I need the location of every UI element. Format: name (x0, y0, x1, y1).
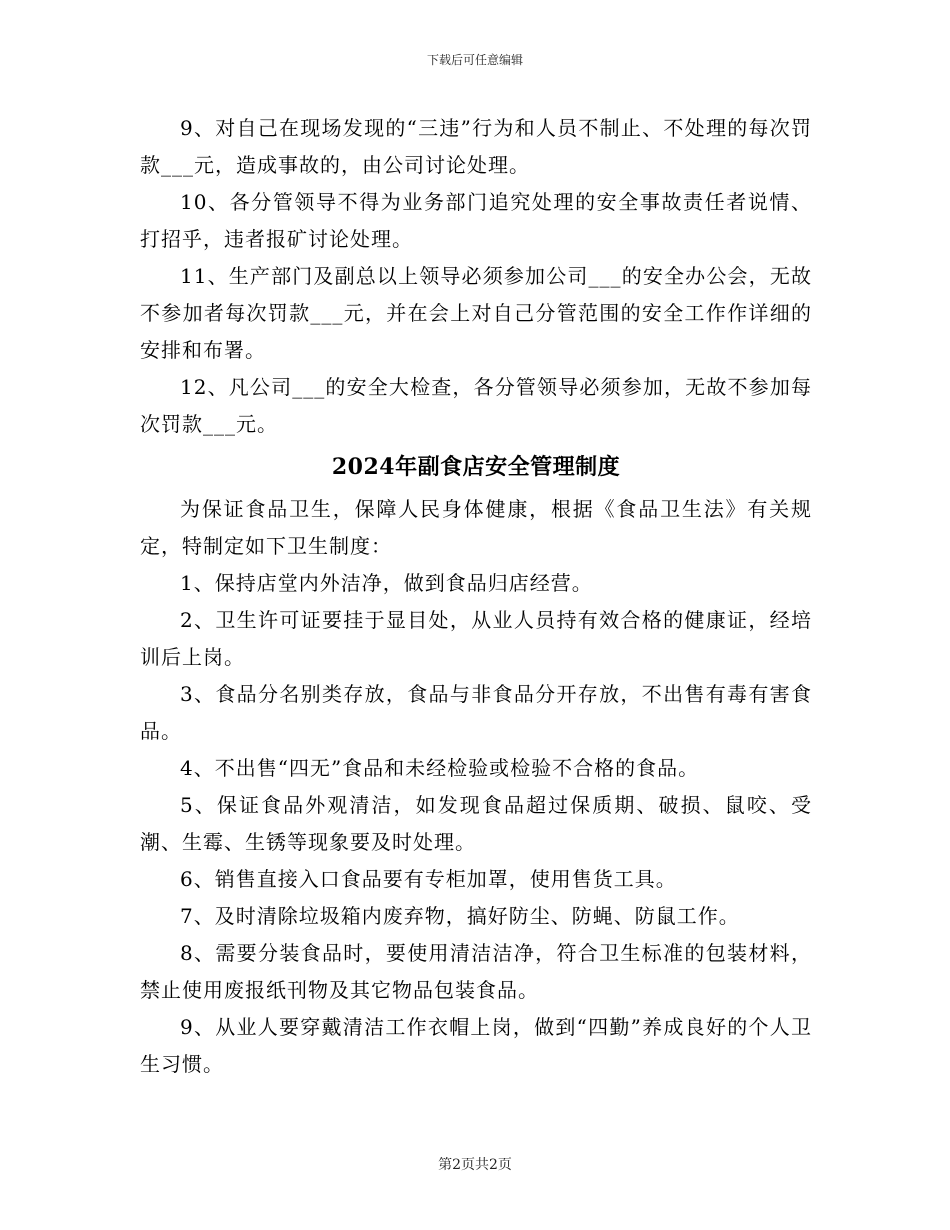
section-item-1: 1、保持店堂内外洁净，做到食品归店经营。 (180, 571, 593, 595)
section-item-7: 7、及时清除垃圾箱内废弃物，搞好防尘、防蝇、防鼠工作。 (180, 904, 740, 928)
rule-item-12: 12、凡公司___的安全大检查，各分管领导必须参加，无故不参加每次罚款___元。 (140, 375, 812, 436)
rule-item-11: 11、生产部门及副总以上领导必须参加公司___的安全办公会，无故不参加者每次罚款___元，并在会上对自己分管范围的安全工作作详细的安排和布署。 (140, 264, 812, 362)
section-item-8: 8、需要分装食品时，要使用清洁洁净，符合卫生标准的包装材料，禁止使用废报纸刊物及其它物品包装食品。 (140, 941, 812, 1002)
section-item-2: 2、卫生许可证要挂于显目处，从业人员持有效合格的健康证，经培训后上岗。 (140, 608, 812, 669)
section-item-9: 9、从业人要穿戴清洁工作衣帽上岗，做到“四勤”养成良好的个人卫生习惯。 (140, 1015, 812, 1076)
document-body (140, 110, 812, 1083)
section-item-6: 6、销售直接入口食品要有专柜加罩，使用售货工具。 (180, 867, 677, 891)
page-footer-number: 第2页共2页 (438, 1157, 512, 1173)
section-intro: 为保证食品卫生，保障人民身体健康，根据《食品卫生法》有关规定，特制定如下卫生制度： (140, 497, 812, 558)
section-title: 2024年副食店安全管理制度 (331, 454, 621, 480)
rule-item-10: 10、各分管领导不得为业务部门追究处理的安全事故责任者说情、打招乎，违者报矿讨论处理。 (140, 190, 812, 251)
section-item-5: 5、保证食品外观清洁，如发现食品超过保质期、破损、鼠咬、受潮、生霉、生锈等现象要及时处理。 (140, 793, 812, 854)
page-header-note: 下载后可任意编辑 (426, 53, 523, 67)
section-item-4: 4、不出售“四无”食品和未经检验或检验不合格的食品。 (180, 756, 700, 780)
section-item-3: 3、食品分名别类存放，食品与非食品分开存放，不出售有毒有害食品。 (140, 682, 812, 743)
rule-item-9: 9、对自己在现场发现的“三违”行为和人员不制止、不处理的每次罚款___元，造成事故的，由公司讨论处理。 (140, 116, 812, 177)
